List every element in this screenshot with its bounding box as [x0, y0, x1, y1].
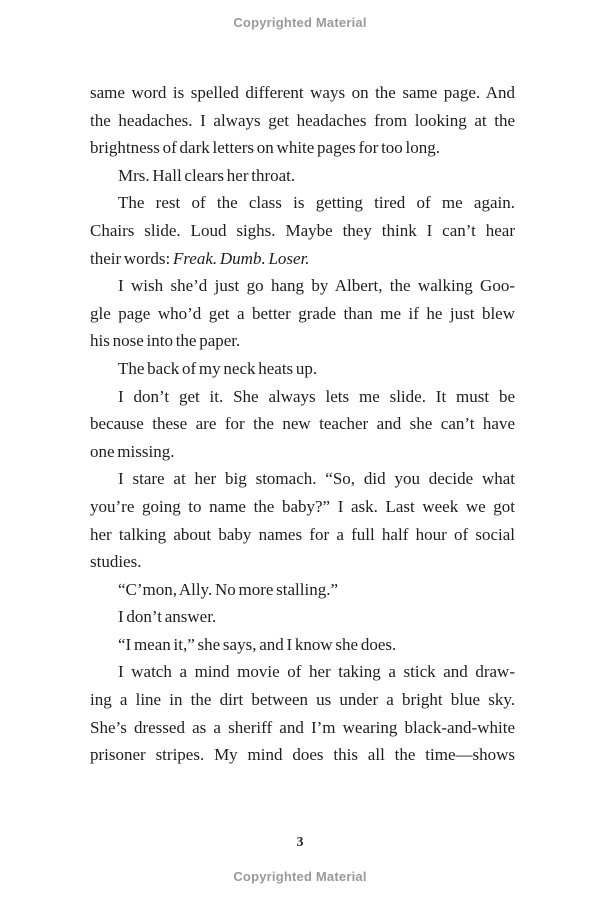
- text-line: “C’mon, Ally. No more stalling.”: [118, 579, 339, 599]
- text-line: The back of my neck heats up.: [118, 358, 318, 378]
- text-line: same word is spelled different ways on the same page. And: [90, 83, 515, 102]
- text-line: She’s dressed as a sheriff and I’m wearing black-and-white: [90, 717, 515, 737]
- copyright-notice-bottom: Copyrighted Material: [233, 869, 367, 884]
- text-line: I don’t answer.: [118, 607, 217, 627]
- text-line: The rest of the class is getting tired of me again.: [118, 193, 515, 213]
- text-line: gle page who’d get a better grade than me if he just blew: [90, 303, 515, 323]
- text-line: “I mean it,” she says, and I know she does.: [118, 634, 397, 654]
- text-line: because these are for the new teacher and she can’t have: [90, 414, 515, 434]
- text-line: I watch a mind movie of her taking a stick and draw-: [118, 662, 515, 682]
- text-line: his nose into the paper.: [90, 331, 241, 351]
- text-line: their words: Freak. Dumb. Loser.: [90, 248, 310, 268]
- text-line: the headaches. I always get headaches from looking at the: [90, 110, 515, 130]
- text-line: I don’t get it. She always lets me slide. It must be: [118, 386, 515, 406]
- text-line: prisoner stripes. My mind does this all the time—shows: [90, 745, 515, 765]
- text-line: studies.: [90, 552, 142, 572]
- text-line: one missing.: [90, 441, 175, 461]
- copyright-notice-top: Copyrighted Material: [233, 15, 367, 30]
- text-line: ing a line in the dirt between us under a bright blue sky.: [90, 690, 515, 710]
- text-line: Mrs. Hall clears her throat.: [118, 165, 296, 185]
- text-line: brightness of dark letters on white pages for too long.: [90, 138, 441, 158]
- text-line: her talking about baby names for a full half hour of social: [90, 524, 515, 544]
- text-line: I wish she’d just go hang by Albert, the walking Goo-: [118, 276, 515, 296]
- text-line: Chairs slide. Loud sighs. Maybe they think I can’t hear: [90, 220, 515, 240]
- text-line: you’re going to name the baby?” I ask. Last week we got: [90, 496, 515, 516]
- page-body: [90, 79, 515, 769]
- text-line: I stare at her big stomach. “So, did you decide what: [118, 469, 515, 489]
- page-number: 3: [296, 835, 304, 850]
